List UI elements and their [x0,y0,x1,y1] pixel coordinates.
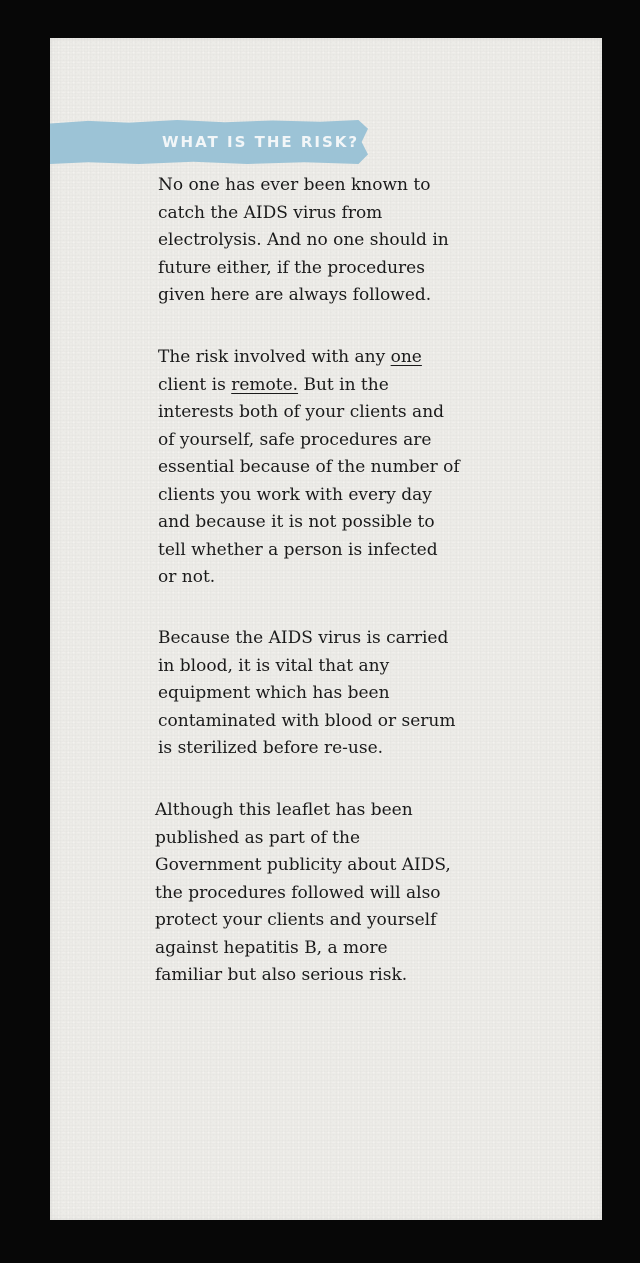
text-line: interests both of your clients and [158,402,445,422]
text-line: the procedures followed will also [155,882,441,903]
paragraph-hepatitis-b [155,797,455,990]
text-line: published as part of the [155,827,361,848]
text-line: equipment which has been [158,683,390,703]
text-line: Although this leaflet has been [155,800,413,820]
text-line: essential because of the number of [158,457,460,477]
text-fragment: The risk involved with any [158,347,391,367]
text-line: or not. [158,567,216,587]
text-line: clients you work with every day [158,484,432,505]
text-line: familiar but also serious risk. [155,965,408,985]
text-line: and because it is not possible to [158,512,435,532]
text-line: catch the AIDS virus from [158,202,383,223]
section-heading: WHAT IS THE RISK? [162,133,360,151]
paragraph-no-known-cases [158,172,458,310]
text-fragment: client is [158,374,232,395]
text-line: is sterilized before re-use. [158,738,384,758]
text-line [158,372,458,400]
text-line: Because the AIDS virus is carried [158,628,449,648]
text-line: Government publicity about AIDS, [155,855,451,875]
text-line: electrolysis. And no one should in [158,230,449,250]
paragraph-risk-remote [158,344,458,592]
text-line: of yourself, safe procedures are [158,429,432,450]
text-line [158,344,458,372]
text-line: in blood, it is vital that any [158,655,390,676]
paragraph-blood-sterilization [158,625,458,763]
text-line: tell whether a person is infected [158,539,438,560]
text-fragment: But in the [298,374,389,395]
text-line: protect your clients and yourself [155,910,437,930]
text-line: contaminated with blood or serum [158,710,456,731]
underlined-word-remote: remote. [231,374,299,395]
underlined-word-one: one [390,347,422,367]
text-line: No one has ever been known to [158,175,431,195]
text-line: given here are always followed. [158,285,432,305]
text-line: future either, if the procedures [158,257,425,278]
text-line: against hepatitis B, a more [155,937,388,958]
leaflet-page [50,38,602,1220]
